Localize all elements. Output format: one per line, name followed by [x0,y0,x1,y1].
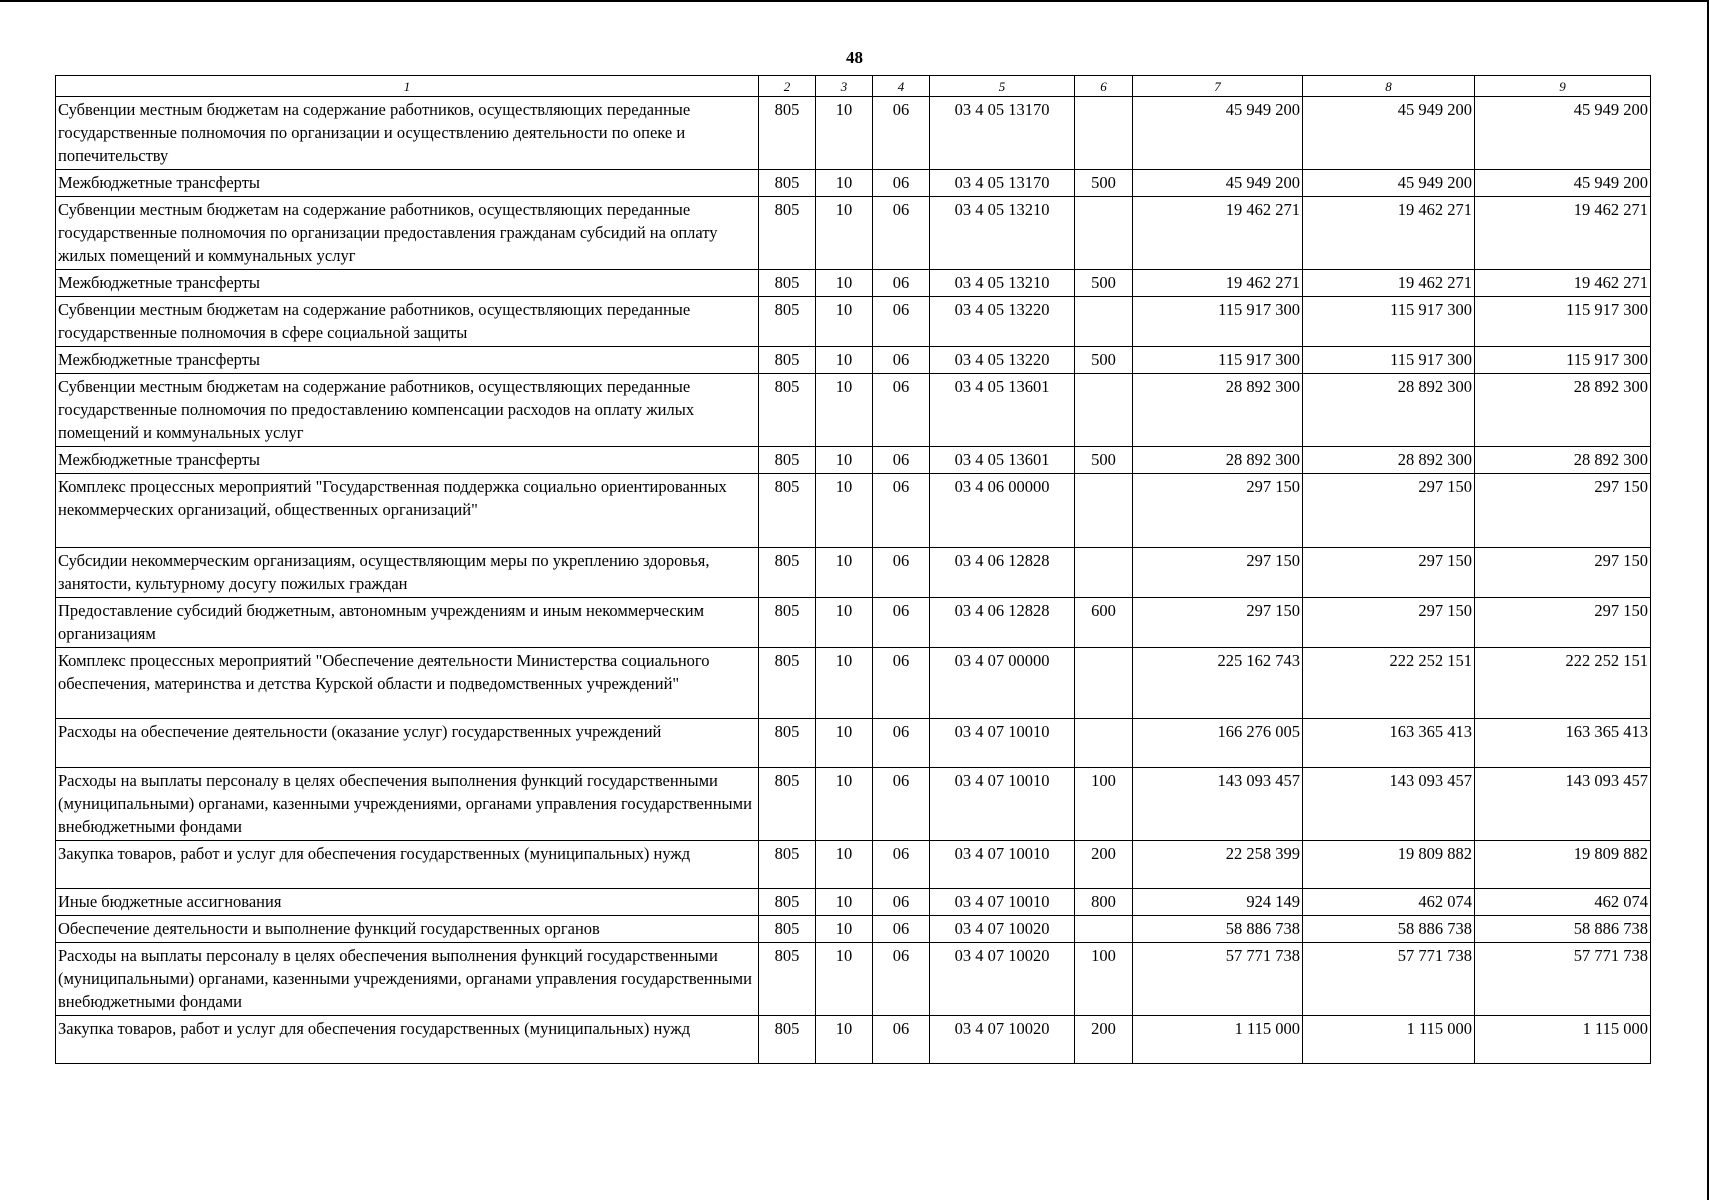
target-article-cell: 03 4 05 13170 [930,97,1075,170]
section-code-cell: 10 [816,548,873,598]
grbs-code-cell: 805 [759,548,816,598]
table-row [56,768,1651,841]
column-header: 4 [873,76,930,97]
target-article-cell: 03 4 06 12828 [930,548,1075,598]
target-article-cell: 03 4 06 12828 [930,598,1075,648]
table-row [56,97,1651,170]
column-header: 2 [759,76,816,97]
subsection-code-cell: 06 [873,598,930,648]
amount-col7-cell: 924 149 [1133,889,1303,916]
grbs-code-cell: 805 [759,447,816,474]
amount-col8-cell: 19 462 271 [1303,197,1475,270]
table-row [56,297,1651,347]
amount-col9-cell: 28 892 300 [1475,374,1651,447]
table-row [56,916,1651,943]
amount-col7-cell: 115 917 300 [1133,297,1303,347]
table-row [56,841,1651,889]
section-code-cell: 10 [816,374,873,447]
expense-type-cell: 600 [1075,598,1133,648]
section-code-cell: 10 [816,598,873,648]
subsection-code-cell: 06 [873,768,930,841]
row-name-cell: Межбюджетные трансферты [56,347,759,374]
expense-type-cell: 500 [1075,447,1133,474]
section-code-cell: 10 [816,270,873,297]
expense-type-cell [1075,548,1133,598]
amount-col7-cell: 1 115 000 [1133,1016,1303,1064]
section-code-cell: 10 [816,841,873,889]
subsection-code-cell: 06 [873,916,930,943]
amount-col9-cell: 45 949 200 [1475,97,1651,170]
target-article-cell: 03 4 06 00000 [930,474,1075,548]
grbs-code-cell: 805 [759,889,816,916]
expense-type-cell: 200 [1075,841,1133,889]
table-row [56,1016,1651,1064]
subsection-code-cell: 06 [873,719,930,768]
amount-col7-cell: 297 150 [1133,474,1303,548]
target-article-cell: 03 4 05 13210 [930,197,1075,270]
section-code-cell: 10 [816,197,873,270]
page-border-top [0,0,1709,2]
target-article-cell: 03 4 05 13601 [930,447,1075,474]
row-name-cell: Комплекс процессных мероприятий "Государственная поддержка социально ориентированных некоммерческих организаций, общественных организаций" [56,474,759,548]
subsection-code-cell: 06 [873,447,930,474]
amount-col8-cell: 28 892 300 [1303,447,1475,474]
amount-col8-cell: 57 771 738 [1303,943,1475,1016]
column-header: 7 [1133,76,1303,97]
expense-type-cell [1075,374,1133,447]
amount-col9-cell: 1 115 000 [1475,1016,1651,1064]
amount-col8-cell: 222 252 151 [1303,648,1475,719]
amount-col8-cell: 19 462 271 [1303,270,1475,297]
column-header: 3 [816,76,873,97]
amount-col8-cell: 297 150 [1303,598,1475,648]
amount-col9-cell: 45 949 200 [1475,170,1651,197]
row-name-cell: Субсидии некоммерческим организациям, осуществляющим меры по укреплению здоровья, занятости, культурному досугу пожилых граждан [56,548,759,598]
row-name-cell: Предоставление субсидий бюджетным, автономным учреждениям и иным некоммерческим организациям [56,598,759,648]
section-code-cell: 10 [816,97,873,170]
table-row [56,719,1651,768]
target-article-cell: 03 4 05 13220 [930,347,1075,374]
section-code-cell: 10 [816,768,873,841]
table-row [56,170,1651,197]
grbs-code-cell: 805 [759,197,816,270]
table-row [56,270,1651,297]
row-name-cell: Субвенции местным бюджетам на содержание работников, осуществляющих переданные государственные полномочия в сфере социальной защиты [56,297,759,347]
grbs-code-cell: 805 [759,474,816,548]
target-article-cell: 03 4 07 10020 [930,943,1075,1016]
grbs-code-cell: 805 [759,916,816,943]
grbs-code-cell: 805 [759,97,816,170]
amount-col7-cell: 297 150 [1133,548,1303,598]
section-code-cell: 10 [816,916,873,943]
amount-col9-cell: 297 150 [1475,474,1651,548]
amount-col7-cell: 58 886 738 [1133,916,1303,943]
amount-col8-cell: 297 150 [1303,474,1475,548]
target-article-cell: 03 4 07 00000 [930,648,1075,719]
row-name-cell: Расходы на обеспечение деятельности (оказание услуг) государственных учреждений [56,719,759,768]
column-header: 1 [56,76,759,97]
subsection-code-cell: 06 [873,943,930,1016]
row-name-cell: Расходы на выплаты персоналу в целях обеспечения выполнения функций государственными (муниципальными) органами, казенными учреждениями, органами управления государственными внебюджетными фондами [56,943,759,1016]
amount-col7-cell: 166 276 005 [1133,719,1303,768]
row-name-cell: Расходы на выплаты персоналу в целях обеспечения выполнения функций государственными (муниципальными) органами, казенными учреждениями, органами управления государственными внебюджетными фондами [56,768,759,841]
grbs-code-cell: 805 [759,719,816,768]
section-code-cell: 10 [816,1016,873,1064]
amount-col9-cell: 115 917 300 [1475,347,1651,374]
table-row [56,943,1651,1016]
column-header: 5 [930,76,1075,97]
amount-col8-cell: 45 949 200 [1303,97,1475,170]
amount-col9-cell: 19 462 271 [1475,197,1651,270]
target-article-cell: 03 4 07 10010 [930,841,1075,889]
row-name-cell: Субвенции местным бюджетам на содержание работников, осуществляющих переданные государственные полномочия по организации и осуществлению деятельности по опеке и попечительству [56,97,759,170]
grbs-code-cell: 805 [759,648,816,719]
row-name-cell: Закупка товаров, работ и услуг для обеспечения государственных (муниципальных) нужд [56,841,759,889]
table-row [56,197,1651,270]
target-article-cell: 03 4 05 13220 [930,297,1075,347]
section-code-cell: 10 [816,719,873,768]
grbs-code-cell: 805 [759,598,816,648]
amount-col8-cell: 143 093 457 [1303,768,1475,841]
amount-col7-cell: 19 462 271 [1133,197,1303,270]
table-body [56,97,1651,1064]
table-row [56,347,1651,374]
section-code-cell: 10 [816,447,873,474]
section-code-cell: 10 [816,474,873,548]
amount-col9-cell: 57 771 738 [1475,943,1651,1016]
amount-col9-cell: 19 462 271 [1475,270,1651,297]
section-code-cell: 10 [816,648,873,719]
row-name-cell: Субвенции местным бюджетам на содержание работников, осуществляющих переданные государственные полномочия по предоставлению компенсации расходов на оплату жилых помещений и коммунальных услуг [56,374,759,447]
subsection-code-cell: 06 [873,648,930,719]
row-name-cell: Межбюджетные трансферты [56,270,759,297]
expense-type-cell: 100 [1075,943,1133,1016]
amount-col8-cell: 297 150 [1303,548,1475,598]
grbs-code-cell: 805 [759,768,816,841]
grbs-code-cell: 805 [759,297,816,347]
column-header: 6 [1075,76,1133,97]
target-article-cell: 03 4 05 13210 [930,270,1075,297]
target-article-cell: 03 4 07 10010 [930,889,1075,916]
amount-col9-cell: 19 809 882 [1475,841,1651,889]
target-article-cell: 03 4 05 13170 [930,170,1075,197]
amount-col7-cell: 28 892 300 [1133,447,1303,474]
amount-col9-cell: 297 150 [1475,548,1651,598]
subsection-code-cell: 06 [873,548,930,598]
expense-type-cell [1075,97,1133,170]
subsection-code-cell: 06 [873,1016,930,1064]
table-row [56,474,1651,548]
amount-col7-cell: 115 917 300 [1133,347,1303,374]
target-article-cell: 03 4 07 10010 [930,719,1075,768]
grbs-code-cell: 805 [759,170,816,197]
subsection-code-cell: 06 [873,889,930,916]
target-article-cell: 03 4 07 10010 [930,768,1075,841]
subsection-code-cell: 06 [873,170,930,197]
amount-col7-cell: 22 258 399 [1133,841,1303,889]
amount-col9-cell: 58 886 738 [1475,916,1651,943]
amount-col7-cell: 143 093 457 [1133,768,1303,841]
expense-type-cell: 100 [1075,768,1133,841]
table-row [56,889,1651,916]
table-row [56,598,1651,648]
amount-col8-cell: 115 917 300 [1303,347,1475,374]
amount-col9-cell: 297 150 [1475,598,1651,648]
row-name-cell: Межбюджетные трансферты [56,447,759,474]
amount-col8-cell: 462 074 [1303,889,1475,916]
grbs-code-cell: 805 [759,841,816,889]
row-name-cell: Иные бюджетные ассигнования [56,889,759,916]
subsection-code-cell: 06 [873,374,930,447]
table-row [56,548,1651,598]
subsection-code-cell: 06 [873,197,930,270]
section-code-cell: 10 [816,297,873,347]
target-article-cell: 03 4 05 13601 [930,374,1075,447]
table-row [56,374,1651,447]
amount-col7-cell: 297 150 [1133,598,1303,648]
column-number-row [56,76,1651,97]
subsection-code-cell: 06 [873,270,930,297]
target-article-cell: 03 4 07 10020 [930,916,1075,943]
table-row [56,648,1651,719]
amount-col9-cell: 222 252 151 [1475,648,1651,719]
amount-col8-cell: 115 917 300 [1303,297,1475,347]
table-row [56,447,1651,474]
grbs-code-cell: 805 [759,943,816,1016]
expense-type-cell [1075,719,1133,768]
subsection-code-cell: 06 [873,347,930,374]
expense-type-cell: 200 [1075,1016,1133,1064]
expense-type-cell [1075,648,1133,719]
expense-type-cell: 500 [1075,170,1133,197]
row-name-cell: Межбюджетные трансферты [56,170,759,197]
amount-col8-cell: 45 949 200 [1303,170,1475,197]
expense-type-cell [1075,297,1133,347]
amount-col9-cell: 462 074 [1475,889,1651,916]
subsection-code-cell: 06 [873,97,930,170]
amount-col8-cell: 163 365 413 [1303,719,1475,768]
expense-type-cell [1075,916,1133,943]
row-name-cell: Комплекс процессных мероприятий "Обеспечение деятельности Министерства социального обеспечения, материнства и детства Курской области и подведомственных учреждений" [56,648,759,719]
column-header: 8 [1303,76,1475,97]
target-article-cell: 03 4 07 10020 [930,1016,1075,1064]
row-name-cell: Обеспечение деятельности и выполнение функций государственных органов [56,916,759,943]
amount-col9-cell: 143 093 457 [1475,768,1651,841]
expense-type-cell: 500 [1075,270,1133,297]
section-code-cell: 10 [816,889,873,916]
budget-table [55,75,1651,1064]
subsection-code-cell: 06 [873,297,930,347]
amount-col9-cell: 28 892 300 [1475,447,1651,474]
section-code-cell: 10 [816,170,873,197]
column-header: 9 [1475,76,1651,97]
grbs-code-cell: 805 [759,1016,816,1064]
expense-type-cell [1075,197,1133,270]
row-name-cell: Субвенции местным бюджетам на содержание работников, осуществляющих переданные государственные полномочия по организации предоставления гражданам субсидий на оплату жилых помещений и коммунальных услуг [56,197,759,270]
amount-col9-cell: 115 917 300 [1475,297,1651,347]
amount-col7-cell: 57 771 738 [1133,943,1303,1016]
section-code-cell: 10 [816,943,873,1016]
grbs-code-cell: 805 [759,270,816,297]
amount-col7-cell: 28 892 300 [1133,374,1303,447]
page-number: 48 [846,48,863,67]
amount-col8-cell: 28 892 300 [1303,374,1475,447]
expense-type-cell: 500 [1075,347,1133,374]
amount-col8-cell: 1 115 000 [1303,1016,1475,1064]
grbs-code-cell: 805 [759,374,816,447]
expense-type-cell [1075,474,1133,548]
subsection-code-cell: 06 [873,474,930,548]
amount-col7-cell: 45 949 200 [1133,97,1303,170]
grbs-code-cell: 805 [759,347,816,374]
amount-col8-cell: 19 809 882 [1303,841,1475,889]
amount-col7-cell: 225 162 743 [1133,648,1303,719]
amount-col8-cell: 58 886 738 [1303,916,1475,943]
amount-col9-cell: 163 365 413 [1475,719,1651,768]
amount-col7-cell: 19 462 271 [1133,270,1303,297]
row-name-cell: Закупка товаров, работ и услуг для обеспечения государственных (муниципальных) нужд [56,1016,759,1064]
amount-col7-cell: 45 949 200 [1133,170,1303,197]
expense-type-cell: 800 [1075,889,1133,916]
subsection-code-cell: 06 [873,841,930,889]
section-code-cell: 10 [816,347,873,374]
